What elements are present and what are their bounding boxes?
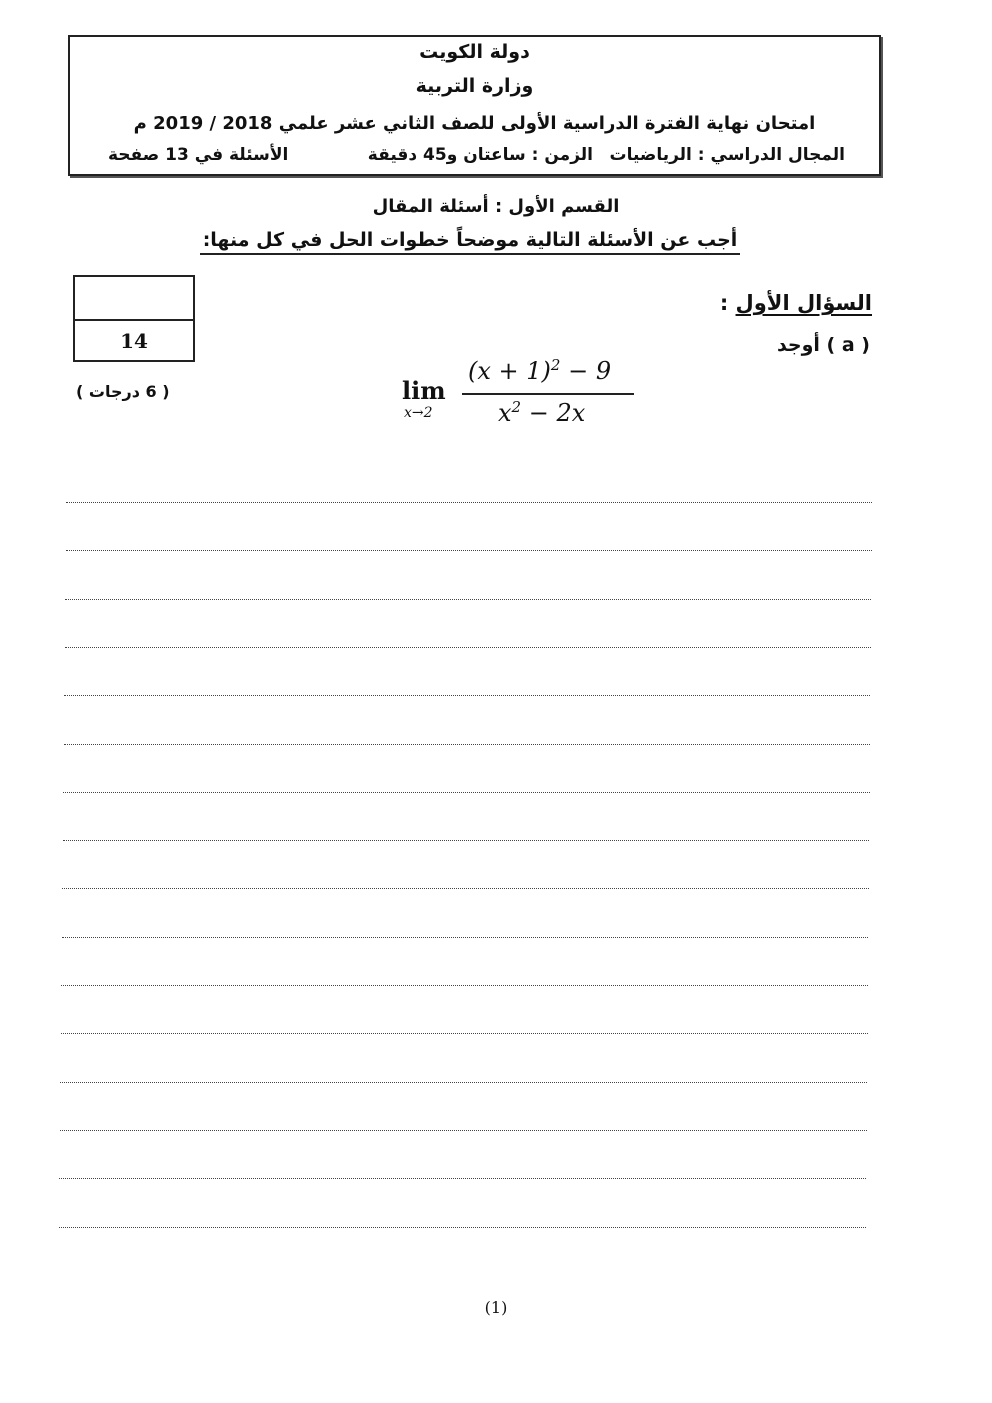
limit-operator: lim [402,376,446,405]
fraction-denominator [498,398,585,427]
denominator-exponent: 2 [511,398,522,416]
denominator-base: x [498,399,512,427]
denominator-rest: − 2x [521,399,586,427]
answer-line [59,1178,866,1179]
numerator-base: (x + 1) [468,357,551,385]
answer-line [60,1082,867,1083]
numerator-exponent: 2 [550,356,561,374]
score-entry-cell[interactable] [75,277,193,321]
answer-line [63,840,870,841]
country-name: دولة الكويت [419,41,530,63]
answer-line [60,1130,867,1131]
answer-line [59,1227,867,1228]
marks-label: ( 6 درجات ) [76,382,170,401]
score-box [73,275,195,362]
exam-title: امتحان نهاية الفترة الدراسية الأولى للصف الثاني عشر علمي 2018 / 2019 م [133,113,816,134]
answer-line [64,695,870,696]
ministry-name: وزارة التربية [415,75,534,97]
question-part-a: ( a ) أوجد [776,334,870,356]
answer-line [66,502,872,503]
subject-label: المجال الدراسي : الرياضيات [609,145,845,165]
exam-header-box [68,35,881,176]
numerator-rest: − 9 [560,357,612,385]
answer-line [65,599,871,600]
score-total: 14 [120,329,148,353]
instruction-text: أجب عن الأسئلة التالية موضحاً خطوات الحل في كل منها: [200,229,740,255]
fraction-numerator [468,356,611,385]
limit-formula [402,356,642,436]
answer-line [62,937,869,938]
section-title: القسم الأول : أسئلة المقال [372,196,620,217]
page-number: (1) [484,1298,508,1317]
limit-subscript: x→2 [404,405,433,421]
answer-line [61,985,868,986]
pages-label: الأسئلة في 13 صفحة [108,145,289,165]
answer-line [66,550,872,551]
time-label: الزمن : ساعتان و45 دقيقة [367,145,593,165]
question-title-text: السؤال الأول [735,291,872,315]
answer-line [63,792,870,793]
answer-line [65,647,871,648]
exam-info-row [104,145,845,173]
answer-line [62,888,869,889]
answer-line [64,744,871,745]
answer-line [61,1033,868,1034]
question-title [720,291,872,315]
fraction-bar [462,393,634,395]
question-title-colon: : [719,291,736,315]
